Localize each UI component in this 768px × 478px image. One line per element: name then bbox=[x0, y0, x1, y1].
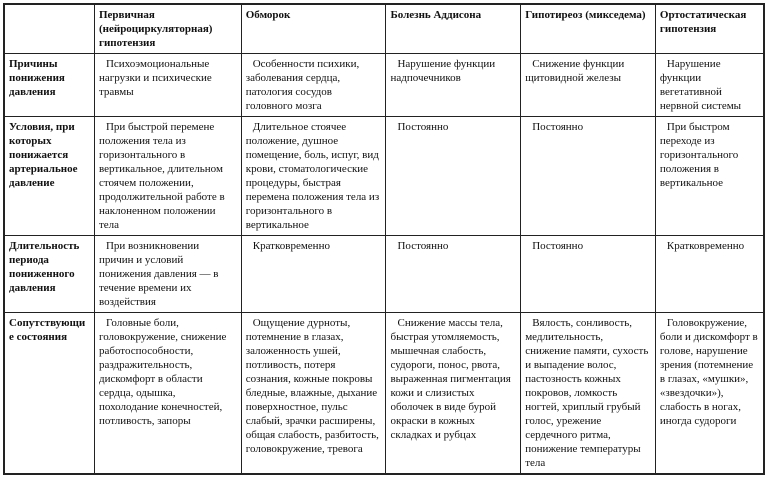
table-cell: Ощущение дурноты, потемнение в глазах, заложенность ушей, потливость, потеря сознания, кожные покровы бледные, влажные, дыхание поверхностное, пульс слабый, зрачки расширены, общая слабость, разбитость, головокружение, тревога bbox=[241, 313, 386, 475]
table-cell: Постоянно bbox=[386, 236, 521, 313]
column-header-hypothyroidism: Гипотиреоз (микседема) bbox=[521, 4, 656, 54]
table-cell: Нарушение функции вегетативной нервной системы bbox=[655, 54, 764, 117]
table-cell: При быстром переходе из горизонтального положения в вертикальное bbox=[655, 117, 764, 236]
table-cell: При быстрой перемене положения тела из горизонтального в вертикальное, длительном стоячем положении, продолжительной работе в наклоненном положении тела bbox=[94, 117, 241, 236]
row-header-causes: Причины понижения давления bbox=[4, 54, 94, 117]
header-row bbox=[4, 4, 764, 54]
row-header-conditions: Условия, при которых понижается артериальное давление bbox=[4, 117, 94, 236]
table-cell: Психоэмоциональные нагрузки и психические травмы bbox=[94, 54, 241, 117]
table-cell: Нарушение функции надпочечников bbox=[386, 54, 521, 117]
table-cell: Вялость, сонливость, медлительность, снижение памяти, сухость и выпадение волос, пастозность кожных покровов, ломкость ногтей, хриплый грубый голос, урежение сердечного ритма, понижение температуры тела bbox=[521, 313, 656, 475]
table-row-associated-conditions bbox=[4, 313, 764, 475]
table-cell: При возникновении причин и условий понижения давления — в течение времени их воздействия bbox=[94, 236, 241, 313]
hypotension-comparison-table bbox=[3, 3, 765, 475]
table-cell: Снижение функции щитовидной железы bbox=[521, 54, 656, 117]
table-cell: Кратковременно bbox=[655, 236, 764, 313]
table-cell: Особенности психики, заболевания сердца, патология сосудов головного мозга bbox=[241, 54, 386, 117]
table-cell: Постоянно bbox=[521, 236, 656, 313]
corner-cell bbox=[4, 4, 94, 54]
table-cell: Длительное стоячее положение, душное помещение, боль, испуг, вид крови, стоматологические процедуры, быстрая перемена положения тела из горизонтального в вертикальное bbox=[241, 117, 386, 236]
column-header-orthostatic-hypotension: Ортостатическая гипотензия bbox=[655, 4, 764, 54]
table-row-conditions bbox=[4, 117, 764, 236]
table-cell: Постоянно bbox=[521, 117, 656, 236]
row-header-associated-conditions: Сопутствующие состояния bbox=[4, 313, 94, 475]
table-row-duration bbox=[4, 236, 764, 313]
table-cell: Головокружение, боли и дискомфорт в голове, нарушение зрения (потемнение в глазах, «мушки», «звездочки»), слабость в ногах, иногда судороги bbox=[655, 313, 764, 475]
table-cell: Постоянно bbox=[386, 117, 521, 236]
table-cell: Снижение массы тела, быстрая утомляемость, мышечная слабость, судороги, понос, рвота, выраженная пигментация кожи и слизистых оболочек в виде бурой окраски в кожных складках и рубцах bbox=[386, 313, 521, 475]
table-cell: Головные боли, головокружение, снижение работоспособности, раздражительность, дискомфорт в области сердца, одышка, похолодание конечностей, потливость, запоры bbox=[94, 313, 241, 475]
table-row-causes bbox=[4, 54, 764, 117]
row-header-duration: Длительность периода пониженного давления bbox=[4, 236, 94, 313]
table-cell: Кратковременно bbox=[241, 236, 386, 313]
column-header-primary-hypotension: Первичная (нейроциркуляторная) гипотензия bbox=[94, 4, 241, 54]
column-header-syncope: Обморок bbox=[241, 4, 386, 54]
column-header-addisons-disease: Болезнь Аддисона bbox=[386, 4, 521, 54]
